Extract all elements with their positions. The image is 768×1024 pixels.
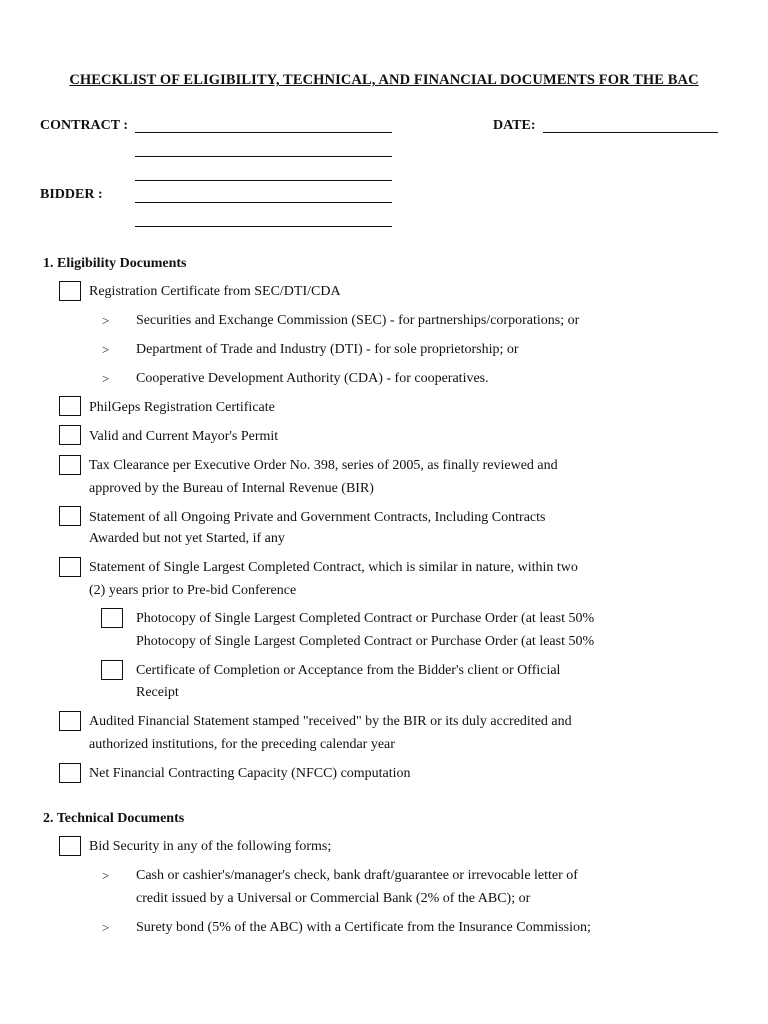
sub-item-certificate-completion: Certificate of Completion or Acceptance from the Bidder's client or Official: [136, 663, 561, 678]
checkbox[interactable]: [101, 660, 123, 680]
date-label: DATE:: [493, 118, 536, 133]
sub-item-sec: Securities and Exchange Commission (SEC) - for partnerships/corporations; or: [136, 313, 580, 328]
sub-item-certificate-completion-cont: Receipt: [136, 685, 179, 700]
bidder-label: BIDDER :: [40, 187, 103, 202]
sub-item-surety: Surety bond (5% of the ABC) with a Certificate from the Insurance Commission;: [136, 920, 591, 935]
checkbox[interactable]: [59, 836, 81, 856]
sub-item-dti: Department of Trade and Industry (DTI) - for sole proprietorship; or: [136, 342, 519, 357]
checkbox[interactable]: [59, 506, 81, 526]
item-ongoing-contracts: Statement of all Ongoing Private and Government Contracts, Including Contracts: [89, 510, 546, 525]
page-title: CHECKLIST OF ELIGIBILITY, TECHNICAL, AND FINANCIAL DOCUMENTS FOR THE BAC: [69, 72, 699, 88]
bidder-line[interactable]: [135, 202, 392, 203]
checkbox[interactable]: [59, 281, 81, 301]
checkbox[interactable]: [59, 763, 81, 783]
bullet-arrow: >: [102, 868, 110, 883]
checkbox[interactable]: [59, 425, 81, 445]
contract-line[interactable]: [135, 180, 392, 181]
contract-line[interactable]: [135, 156, 392, 157]
checkbox[interactable]: [59, 396, 81, 416]
item-mayors-permit: Valid and Current Mayor's Permit: [89, 429, 279, 444]
bullet-arrow: >: [102, 920, 110, 935]
checkbox[interactable]: [59, 711, 81, 731]
sub-item-cda: Cooperative Development Authority (CDA) - for cooperatives.: [136, 371, 489, 386]
bullet-arrow: >: [102, 342, 110, 357]
item-philgeps: PhilGeps Registration Certificate: [89, 400, 275, 415]
item-nfcc: Net Financial Contracting Capacity (NFCC) computation: [89, 766, 411, 781]
checkbox[interactable]: [101, 608, 123, 628]
bullet-arrow: >: [102, 313, 110, 328]
bullet-arrow: >: [102, 371, 110, 386]
item-tax-clearance-cont: approved by the Bureau of Internal Revenue (BIR): [89, 481, 374, 496]
contract-line[interactable]: [135, 132, 392, 133]
section-heading-technical: 2. Technical Documents: [43, 811, 185, 826]
checkbox[interactable]: [59, 557, 81, 577]
sub-item-cash: Cash or cashier's/manager's check, bank draft/guarantee or irrevocable letter of: [136, 868, 578, 883]
item-ongoing-contracts-cont: Awarded but not yet Started, if any: [89, 531, 285, 546]
contract-label: CONTRACT :: [40, 118, 129, 133]
item-slcc: Statement of Single Largest Completed Contract, which is similar in nature, within two: [89, 560, 578, 575]
item-registration: Registration Certificate from SEC/DTI/CDA: [89, 284, 341, 299]
item-audited-financial-cont: authorized institutions, for the preceding calendar year: [89, 737, 395, 752]
sub-item-photocopy-cont: Photocopy of Single Largest Completed Contract or Purchase Order (at least 50%: [136, 634, 595, 649]
item-audited-financial: Audited Financial Statement stamped "received" by the BIR or its duly accredited and: [89, 714, 572, 729]
bidder-line[interactable]: [135, 226, 392, 227]
sub-item-photocopy: Photocopy of Single Largest Completed Contract or Purchase Order (at least 50%: [136, 611, 595, 626]
item-slcc-cont: (2) years prior to Pre-bid Conference: [89, 583, 297, 598]
checkbox[interactable]: [59, 455, 81, 475]
item-tax-clearance: Tax Clearance per Executive Order No. 398, series of 2005, as finally reviewed and: [89, 458, 558, 473]
section-heading-eligibility: 1. Eligibility Documents: [43, 256, 187, 271]
item-bid-security: Bid Security in any of the following forms;: [89, 839, 332, 854]
sub-item-cash-cont: credit issued by a Universal or Commercial Bank (2% of the ABC); or: [136, 891, 531, 906]
date-line[interactable]: [543, 132, 718, 133]
